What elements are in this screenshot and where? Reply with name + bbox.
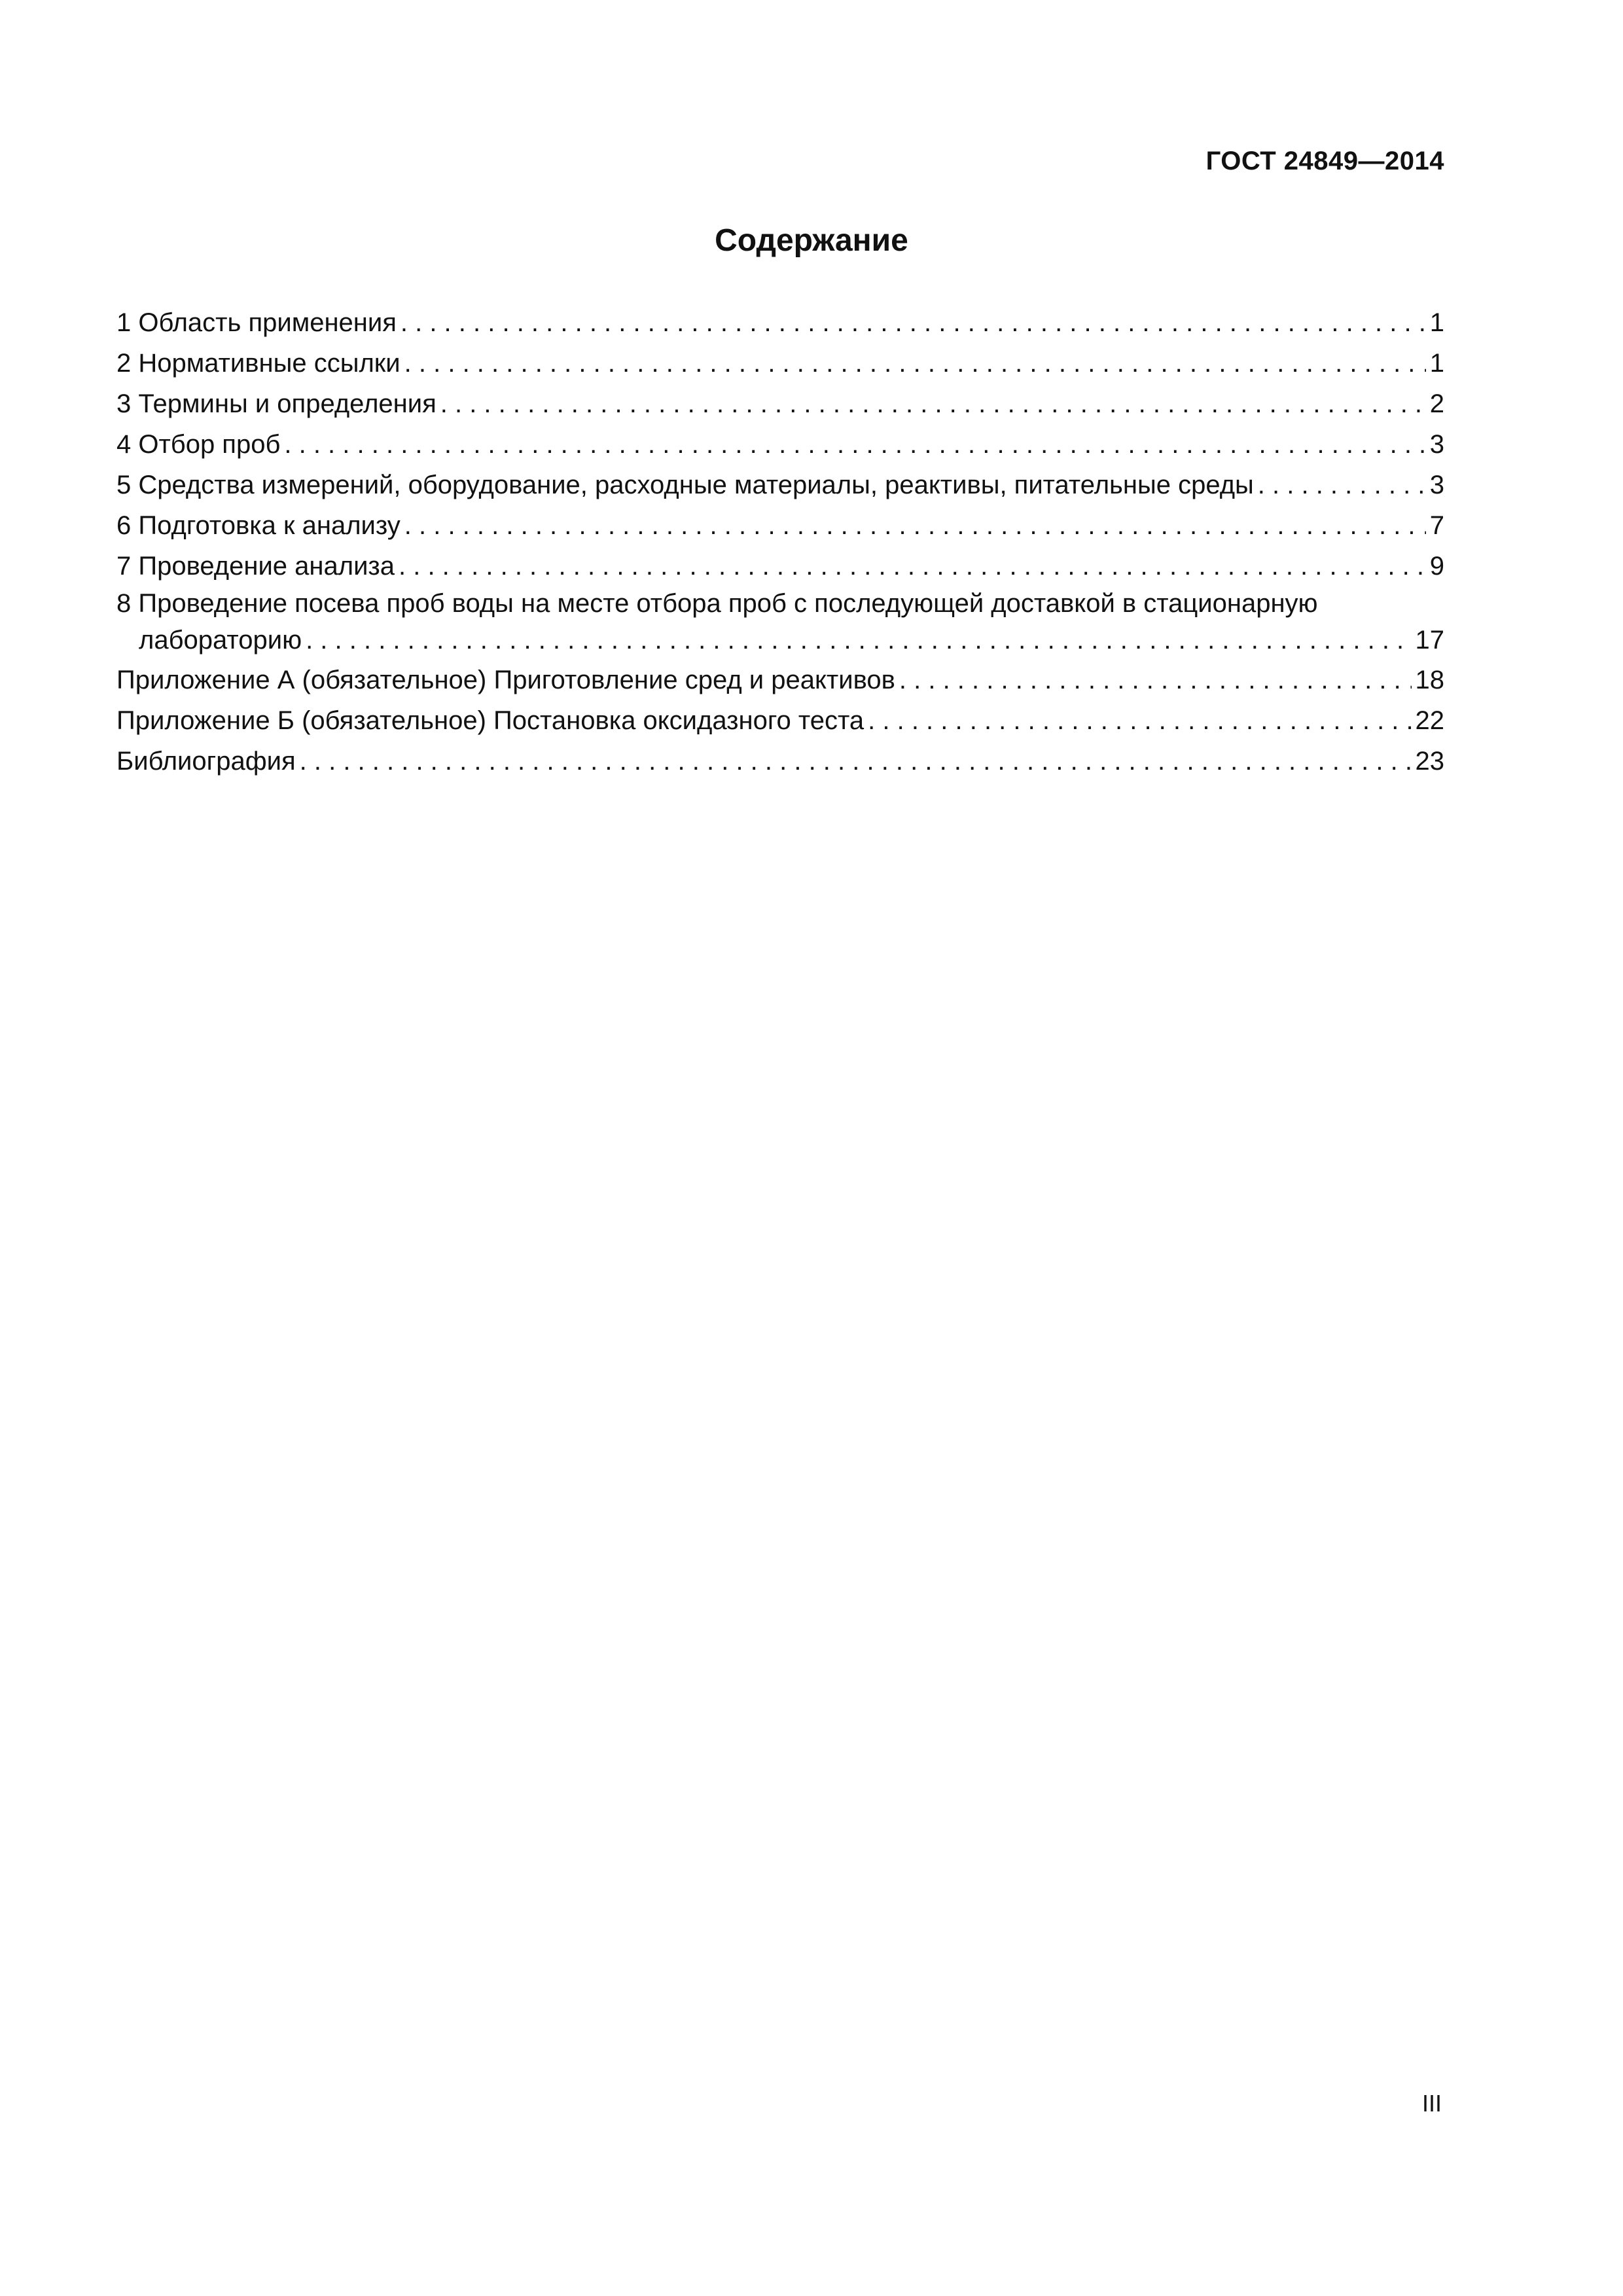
toc-entry[interactable] — [116, 424, 1444, 465]
toc-entry-page: 3 — [1429, 430, 1444, 459]
toc-entry-label: 8 Проведение посева проб воды на месте отбора проб с последующей доставкой в стационарную — [116, 589, 1318, 618]
toc-leader-dots — [868, 700, 1411, 741]
toc-entry-label: 5 Средства измерений, оборудование, расходные материалы, реактивы, питательные среды — [116, 471, 1254, 499]
toc-entry[interactable] — [116, 302, 1444, 343]
toc-leader-dots — [1258, 465, 1426, 505]
toc-entry[interactable] — [116, 741, 1444, 781]
toc-entry-label: Приложение А (обязательное) Приготовление сред и реактивов — [116, 666, 895, 694]
toc-entry-page: 23 — [1415, 747, 1444, 776]
toc-entry[interactable] — [116, 465, 1444, 505]
toc-entry-label: 1 Область применения — [116, 308, 397, 337]
toc-entry-label: 4 Отбор проб — [116, 430, 281, 459]
toc-entry[interactable] — [116, 586, 1444, 660]
toc-entry[interactable] — [116, 343, 1444, 384]
toc-title: Содержание — [715, 223, 908, 258]
toc-entry-continuation — [116, 620, 1444, 660]
toc-entry-page: 18 — [1415, 666, 1444, 694]
toc-leader-dots — [440, 384, 1426, 424]
document-code: ГОСТ 24849—2014 — [1205, 147, 1444, 175]
toc-entry[interactable] — [116, 505, 1444, 546]
toc-entry[interactable] — [116, 660, 1444, 700]
toc-entry-page: 2 — [1429, 389, 1444, 418]
toc-entry-label: 3 Термины и определения — [116, 389, 437, 418]
toc-leader-dots — [404, 343, 1426, 384]
toc-leader-dots — [284, 424, 1425, 465]
toc-entry-label: Приложение Б (обязательное) Постановка оксидазного теста — [116, 706, 865, 735]
toc-entry-label: 6 Подготовка к анализу — [116, 511, 401, 540]
toc-entry-label-continued: лабораторию — [139, 626, 302, 655]
toc-entry-page: 9 — [1429, 552, 1444, 581]
toc-entry-page: 17 — [1415, 626, 1444, 655]
toc-entry-label: 7 Проведение анализа — [116, 552, 395, 581]
toc-entry[interactable] — [116, 700, 1444, 741]
toc-entry-label: 2 Нормативные ссылки — [116, 349, 401, 378]
toc-entry-page: 1 — [1429, 349, 1444, 378]
toc-leader-dots — [306, 620, 1411, 660]
toc-entry[interactable] — [116, 546, 1444, 586]
toc-entry-label: Библиография — [116, 747, 296, 776]
table-of-contents — [116, 302, 1444, 781]
toc-leader-dots — [899, 660, 1412, 700]
toc-leader-dots — [401, 302, 1426, 343]
toc-entry-page: 1 — [1429, 308, 1444, 337]
toc-entry-page: 7 — [1429, 511, 1444, 540]
toc-leader-dots — [300, 741, 1412, 781]
page-number: III — [1421, 2090, 1442, 2117]
toc-entry-page: 3 — [1429, 471, 1444, 499]
toc-entry[interactable] — [116, 384, 1444, 424]
toc-leader-dots — [404, 505, 1426, 546]
toc-leader-dots — [399, 546, 1426, 586]
toc-entry-page: 22 — [1415, 706, 1444, 735]
